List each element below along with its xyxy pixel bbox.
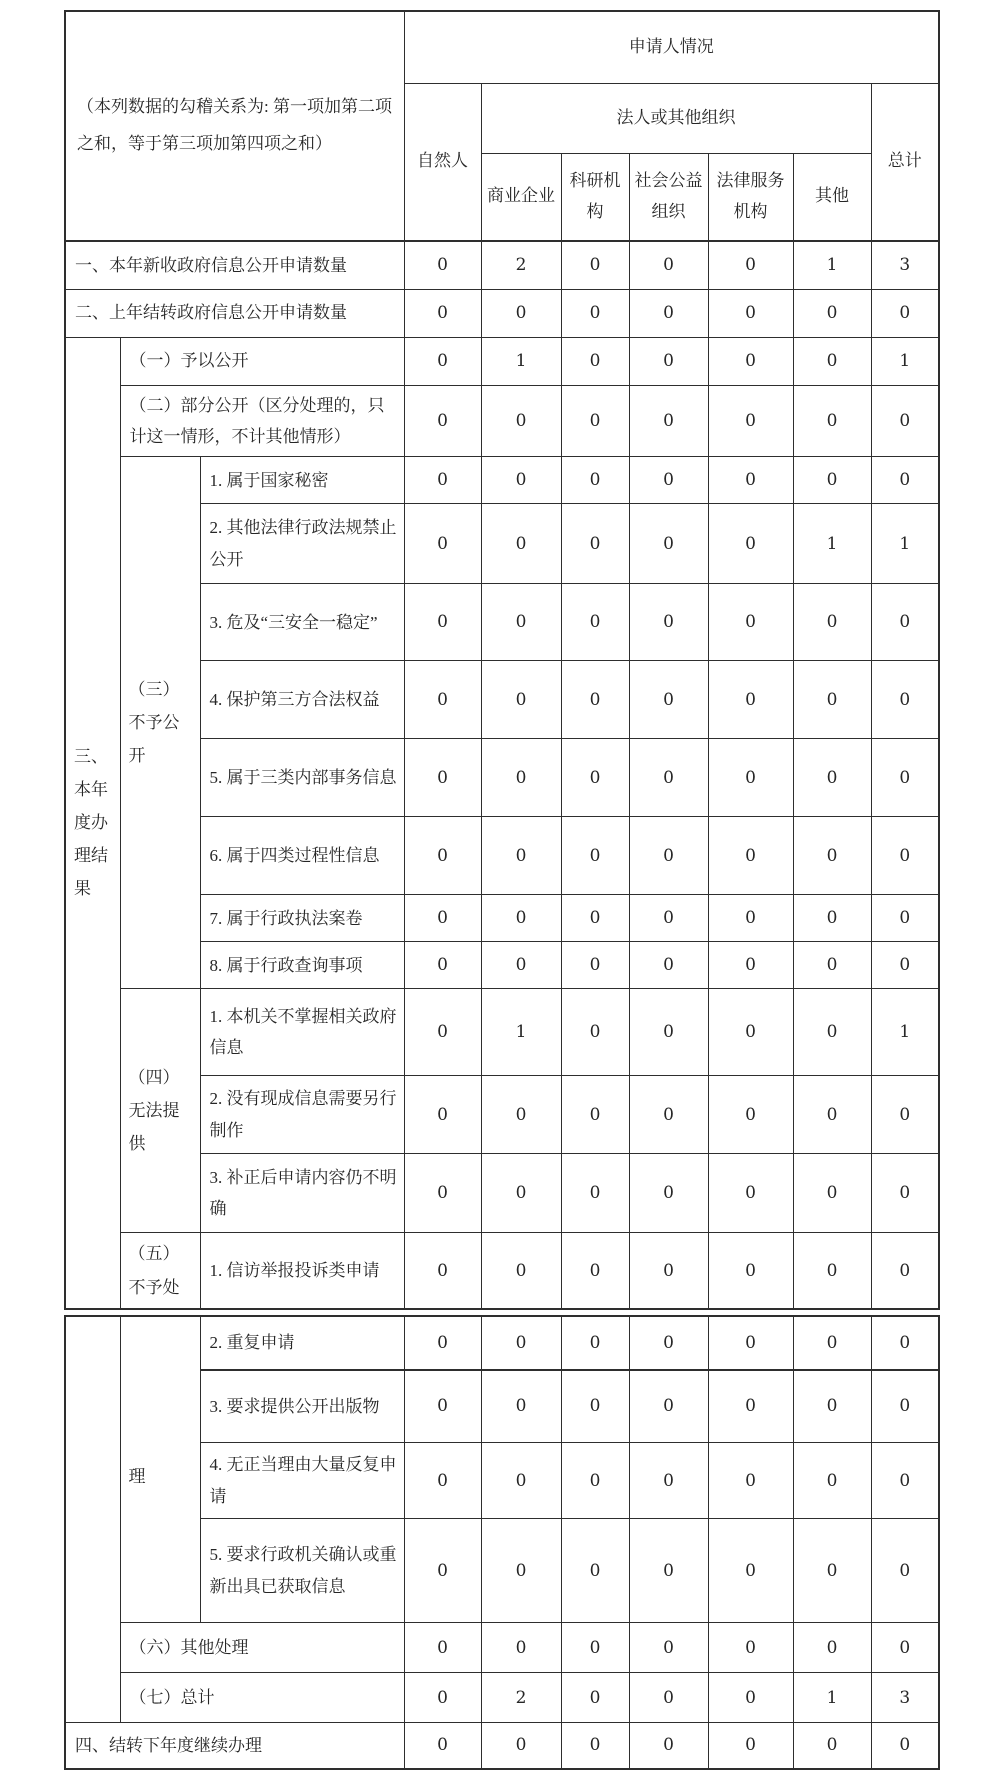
value-cell: 0 — [561, 1623, 629, 1673]
value-cell: 0 — [481, 584, 561, 661]
value-cell: 0 — [708, 1370, 793, 1443]
value-cell: 0 — [708, 337, 793, 385]
value-cell: 0 — [793, 1519, 871, 1623]
header-social-welfare: 社会公益组织 — [629, 153, 708, 241]
value-cell: 0 — [793, 1443, 871, 1519]
row-label: 5. 要求行政机关确认或重新出具已获取信息 — [200, 1519, 404, 1623]
value-cell: 0 — [871, 942, 939, 989]
row-label: 3. 要求提供公开出版物 — [200, 1370, 404, 1443]
table-row — [65, 457, 939, 504]
value-cell: 1 — [793, 241, 871, 289]
value-cell: 0 — [629, 1519, 708, 1623]
value-cell: 0 — [793, 385, 871, 457]
value-cell: 0 — [561, 289, 629, 337]
value-cell: 0 — [561, 337, 629, 385]
value-cell: 0 — [629, 942, 708, 989]
disclosure-table-part-2 — [64, 1315, 940, 1770]
value-cell: 0 — [481, 1233, 561, 1309]
value-cell: 0 — [708, 1673, 793, 1723]
value-cell: 0 — [481, 1154, 561, 1233]
value-cell: 1 — [793, 1673, 871, 1723]
value-cell: 0 — [793, 457, 871, 504]
value-cell: 0 — [708, 817, 793, 895]
row-label: 7. 属于行政执法案卷 — [200, 895, 404, 942]
value-cell: 0 — [404, 289, 481, 337]
header-legal-org-group: 法人或其他组织 — [481, 83, 871, 153]
value-cell: 0 — [481, 1443, 561, 1519]
value-cell: 0 — [629, 1316, 708, 1370]
value-cell: 1 — [871, 989, 939, 1076]
table-row — [65, 241, 939, 289]
table-row — [65, 1233, 939, 1309]
value-cell: 0 — [561, 739, 629, 817]
value-cell: 0 — [871, 1233, 939, 1309]
disclosure-table-part-1 — [64, 10, 940, 1310]
value-cell: 0 — [404, 457, 481, 504]
value-cell: 0 — [871, 1723, 939, 1769]
header-other: 其他 — [793, 153, 871, 241]
value-cell: 0 — [404, 1443, 481, 1519]
value-cell: 0 — [404, 1519, 481, 1623]
row-label: 2. 重复申请 — [200, 1316, 404, 1370]
row-label: 3. 补正后申请内容仍不明确 — [200, 1154, 404, 1233]
value-cell: 0 — [561, 1370, 629, 1443]
value-cell: 0 — [793, 1076, 871, 1154]
header-legal-service: 法律服务机构 — [708, 153, 793, 241]
value-cell: 0 — [629, 1623, 708, 1673]
section-label-unable-to-provide: （四）无法提供 — [120, 989, 200, 1233]
row-label: （二）部分公开（区分处理的，只计这一情形，不计其他情形） — [120, 385, 404, 457]
value-cell: 2 — [481, 241, 561, 289]
value-cell: 0 — [793, 289, 871, 337]
value-cell: 0 — [561, 989, 629, 1076]
value-cell: 0 — [871, 289, 939, 337]
value-cell: 0 — [561, 942, 629, 989]
row-label: 4. 无正当理由大量反复申请 — [200, 1443, 404, 1519]
value-cell: 0 — [481, 1370, 561, 1443]
value-cell: 0 — [871, 1443, 939, 1519]
value-cell: 0 — [404, 739, 481, 817]
value-cell: 0 — [629, 1154, 708, 1233]
value-cell: 0 — [404, 1076, 481, 1154]
value-cell: 0 — [404, 584, 481, 661]
value-cell: 0 — [871, 1370, 939, 1443]
report-sheet — [64, 10, 942, 1770]
value-cell: 1 — [793, 504, 871, 584]
value-cell: 0 — [629, 241, 708, 289]
value-cell: 0 — [871, 1076, 939, 1154]
table-row — [65, 289, 939, 337]
value-cell: 0 — [793, 584, 871, 661]
row-label: 二、上年结转政府信息公开申请数量 — [65, 289, 404, 337]
value-cell: 1 — [481, 989, 561, 1076]
row-label: 1. 属于国家秘密 — [200, 457, 404, 504]
value-cell: 0 — [793, 661, 871, 739]
value-cell: 0 — [561, 457, 629, 504]
value-cell: 0 — [708, 385, 793, 457]
corner-note: （本列数据的勾稽关系为: 第一项加第二项之和，等于第三项加第四项之和） — [65, 11, 404, 241]
header-total: 总计 — [871, 83, 939, 241]
value-cell: 0 — [629, 1673, 708, 1723]
value-cell: 0 — [871, 1154, 939, 1233]
header-natural-person: 自然人 — [404, 83, 481, 241]
value-cell: 0 — [481, 504, 561, 584]
value-cell: 0 — [629, 385, 708, 457]
value-cell: 0 — [404, 241, 481, 289]
row-label: （七）总计 — [120, 1673, 404, 1723]
value-cell: 0 — [871, 1519, 939, 1623]
value-cell: 0 — [629, 989, 708, 1076]
value-cell: 0 — [481, 817, 561, 895]
table-row — [65, 1316, 939, 1370]
value-cell: 0 — [561, 504, 629, 584]
value-cell: 0 — [793, 1623, 871, 1673]
value-cell: 0 — [404, 661, 481, 739]
value-cell: 0 — [404, 895, 481, 942]
value-cell: 0 — [708, 989, 793, 1076]
value-cell: 0 — [871, 584, 939, 661]
value-cell: 0 — [793, 1370, 871, 1443]
value-cell: 0 — [629, 1370, 708, 1443]
row-label: 2. 其他法律行政法规禁止公开 — [200, 504, 404, 584]
value-cell: 0 — [871, 457, 939, 504]
value-cell: 0 — [708, 241, 793, 289]
value-cell: 0 — [629, 504, 708, 584]
value-cell: 0 — [793, 337, 871, 385]
row-label: 1. 本机关不掌握相关政府信息 — [200, 989, 404, 1076]
row-label: 6. 属于四类过程性信息 — [200, 817, 404, 895]
value-cell: 0 — [708, 661, 793, 739]
value-cell: 0 — [561, 584, 629, 661]
value-cell: 0 — [871, 1623, 939, 1673]
value-cell: 0 — [708, 1623, 793, 1673]
table-row — [65, 11, 939, 83]
value-cell: 0 — [793, 895, 871, 942]
value-cell: 1 — [481, 337, 561, 385]
value-cell: 0 — [708, 289, 793, 337]
value-cell: 0 — [871, 1316, 939, 1370]
value-cell: 0 — [404, 1673, 481, 1723]
value-cell: 0 — [708, 1443, 793, 1519]
header-research: 科研机构 — [561, 153, 629, 241]
value-cell: 0 — [561, 1316, 629, 1370]
value-cell: 0 — [708, 1723, 793, 1769]
section-label-annual-results: 三、本年度办理结果 — [65, 337, 120, 1309]
row-label: 5. 属于三类内部事务信息 — [200, 739, 404, 817]
value-cell: 0 — [871, 385, 939, 457]
section-label-no-processing-part1: （五）不予处 — [120, 1233, 200, 1309]
value-cell: 3 — [871, 1673, 939, 1723]
value-cell: 0 — [481, 457, 561, 504]
value-cell: 0 — [871, 661, 939, 739]
value-cell: 0 — [404, 1623, 481, 1673]
value-cell: 0 — [481, 385, 561, 457]
value-cell: 0 — [561, 385, 629, 457]
value-cell: 0 — [793, 942, 871, 989]
value-cell: 0 — [404, 504, 481, 584]
value-cell: 0 — [793, 989, 871, 1076]
value-cell: 0 — [481, 1316, 561, 1370]
value-cell: 0 — [708, 1233, 793, 1309]
row-label: 1. 信访举报投诉类申请 — [200, 1233, 404, 1309]
table-row — [65, 1673, 939, 1723]
value-cell: 3 — [871, 241, 939, 289]
row-label: （六）其他处理 — [120, 1623, 404, 1673]
value-cell: 0 — [629, 337, 708, 385]
section-label-no-processing-part2: 理 — [120, 1316, 200, 1623]
value-cell: 0 — [793, 1723, 871, 1769]
value-cell: 0 — [481, 895, 561, 942]
value-cell: 0 — [708, 584, 793, 661]
value-cell: 0 — [629, 1723, 708, 1769]
value-cell: 0 — [708, 1316, 793, 1370]
value-cell: 0 — [404, 1154, 481, 1233]
header-commercial: 商业企业 — [481, 153, 561, 241]
value-cell: 0 — [561, 1443, 629, 1519]
value-cell: 0 — [629, 1443, 708, 1519]
value-cell: 0 — [404, 942, 481, 989]
value-cell: 0 — [404, 1370, 481, 1443]
table-row — [65, 385, 939, 457]
value-cell: 0 — [629, 1233, 708, 1309]
value-cell: 0 — [629, 817, 708, 895]
value-cell: 0 — [561, 241, 629, 289]
value-cell: 0 — [629, 289, 708, 337]
value-cell: 0 — [793, 817, 871, 895]
row-label: 8. 属于行政查询事项 — [200, 942, 404, 989]
row-label: 一、本年新收政府信息公开申请数量 — [65, 241, 404, 289]
table-row — [65, 1623, 939, 1673]
value-cell: 0 — [871, 739, 939, 817]
table-row — [65, 337, 939, 385]
value-cell: 0 — [629, 895, 708, 942]
value-cell: 0 — [561, 1154, 629, 1233]
value-cell: 0 — [561, 661, 629, 739]
row-label: 2. 没有现成信息需要另行制作 — [200, 1076, 404, 1154]
value-cell: 0 — [561, 1076, 629, 1154]
value-cell: 0 — [871, 895, 939, 942]
value-cell: 0 — [793, 1154, 871, 1233]
value-cell: 0 — [561, 1673, 629, 1723]
value-cell: 0 — [404, 1316, 481, 1370]
value-cell: 0 — [793, 1233, 871, 1309]
value-cell: 0 — [404, 817, 481, 895]
table-row — [65, 1723, 939, 1769]
table-row — [65, 989, 939, 1076]
value-cell: 0 — [708, 739, 793, 817]
value-cell: 0 — [629, 661, 708, 739]
value-cell: 0 — [481, 1623, 561, 1673]
value-cell: 0 — [561, 1723, 629, 1769]
value-cell: 2 — [481, 1673, 561, 1723]
row-label: （一）予以公开 — [120, 337, 404, 385]
value-cell: 0 — [871, 817, 939, 895]
row-label: 4. 保护第三方合法权益 — [200, 661, 404, 739]
value-cell: 0 — [561, 1233, 629, 1309]
value-cell: 0 — [793, 739, 871, 817]
value-cell: 0 — [708, 504, 793, 584]
header-applicant-group: 申请人情况 — [404, 11, 939, 83]
value-cell: 0 — [629, 457, 708, 504]
value-cell: 0 — [481, 1519, 561, 1623]
section-label-refuse-disclosure: （三）不予公开 — [120, 457, 200, 989]
value-cell: 0 — [629, 1076, 708, 1154]
value-cell: 0 — [481, 739, 561, 817]
value-cell: 0 — [708, 1519, 793, 1623]
value-cell: 0 — [793, 1316, 871, 1370]
value-cell: 0 — [708, 457, 793, 504]
row-label: 3. 危及“三安全一稳定” — [200, 584, 404, 661]
value-cell: 1 — [871, 337, 939, 385]
value-cell: 0 — [481, 942, 561, 989]
value-cell: 0 — [629, 739, 708, 817]
value-cell: 1 — [871, 504, 939, 584]
value-cell: 0 — [629, 584, 708, 661]
value-cell: 0 — [404, 1233, 481, 1309]
section-spacer-cell — [65, 1316, 120, 1723]
value-cell: 0 — [481, 289, 561, 337]
value-cell: 0 — [481, 661, 561, 739]
value-cell: 0 — [404, 337, 481, 385]
value-cell: 0 — [561, 817, 629, 895]
value-cell: 0 — [481, 1076, 561, 1154]
value-cell: 0 — [404, 989, 481, 1076]
value-cell: 0 — [708, 1154, 793, 1233]
value-cell: 0 — [708, 1076, 793, 1154]
value-cell: 0 — [404, 385, 481, 457]
value-cell: 0 — [561, 895, 629, 942]
row-label: 四、结转下年度继续办理 — [65, 1723, 404, 1769]
value-cell: 0 — [481, 1723, 561, 1769]
value-cell: 0 — [404, 1723, 481, 1769]
value-cell: 0 — [708, 895, 793, 942]
value-cell: 0 — [561, 1519, 629, 1623]
value-cell: 0 — [708, 942, 793, 989]
